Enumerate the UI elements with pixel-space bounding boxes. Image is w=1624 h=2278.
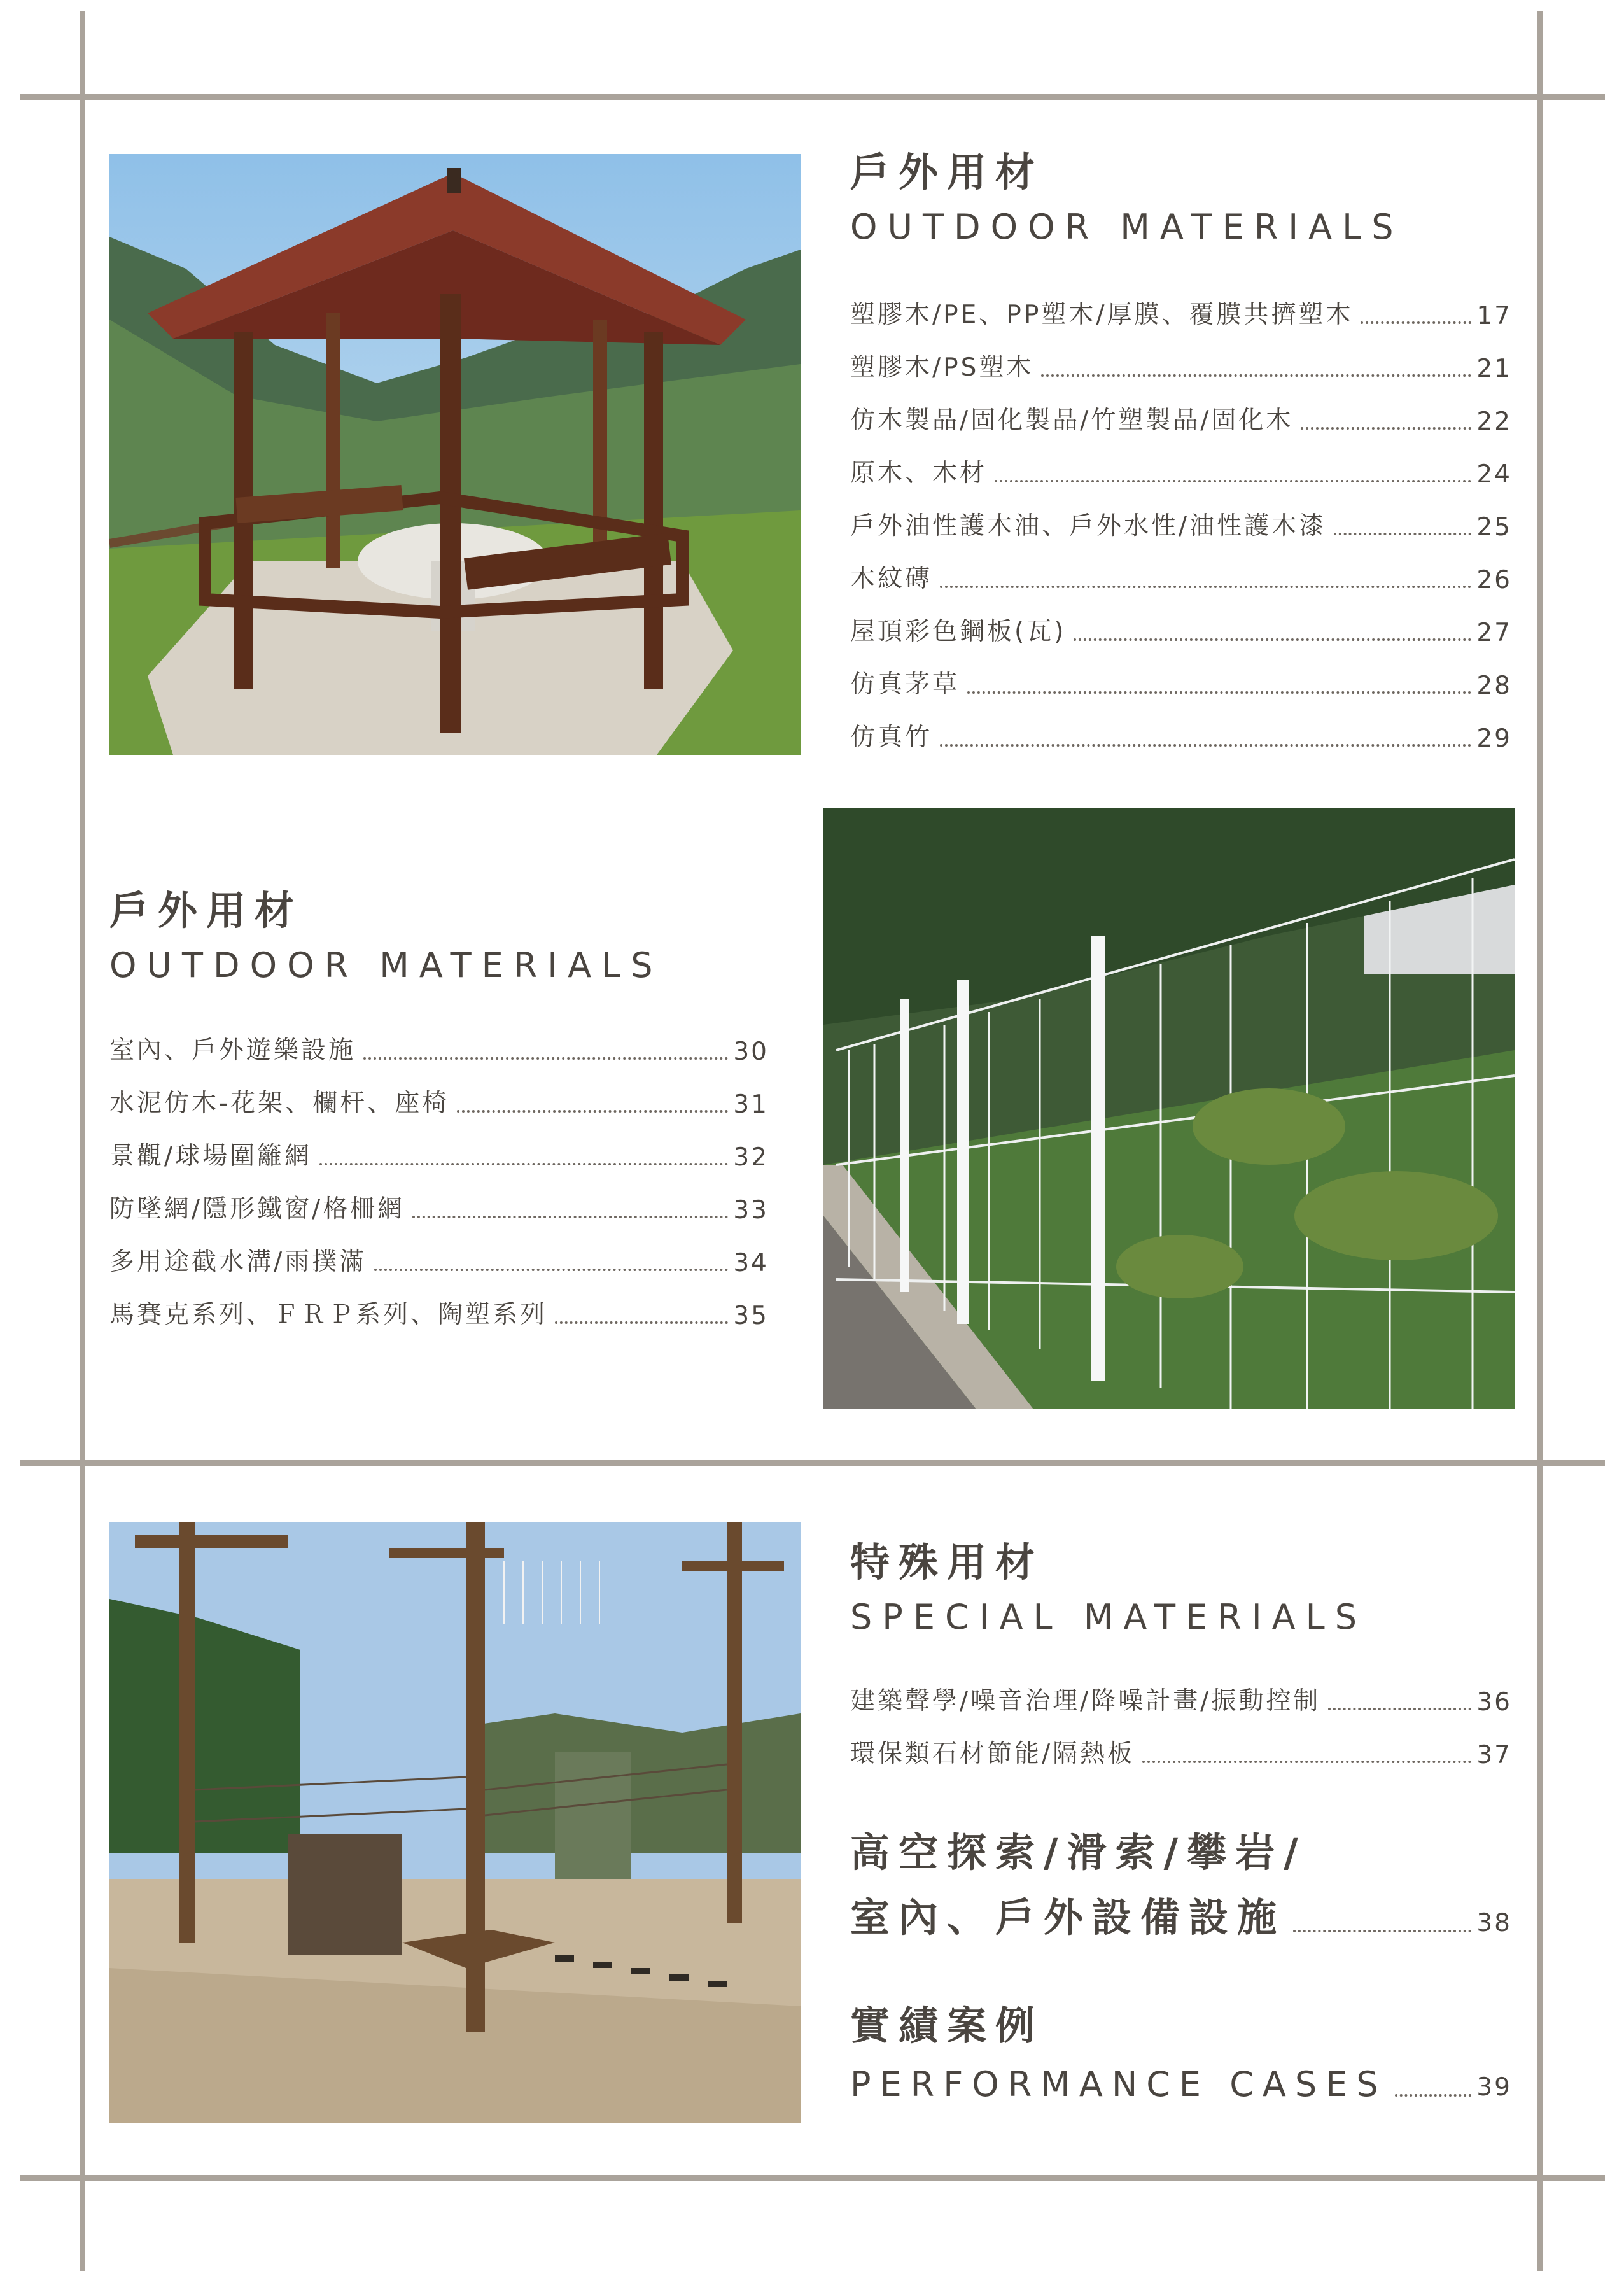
toc-entry-page: 17 xyxy=(1476,302,1512,330)
toc-entry-label: 仿木製品/固化製品/竹塑製品/固化木 xyxy=(850,406,1294,435)
toc-leader xyxy=(319,1163,728,1165)
toc-entry-page: 39 xyxy=(1476,2073,1512,2102)
special-materials-section xyxy=(850,1539,1512,1769)
toc-entry-page: 24 xyxy=(1476,460,1512,489)
frame-vertical-right xyxy=(1537,11,1543,2271)
toc-entry[interactable] xyxy=(850,647,1512,700)
cases-entry xyxy=(850,2064,1512,2104)
toc-entry[interactable] xyxy=(850,330,1512,383)
toc-list xyxy=(850,278,1512,753)
toc-entry-label: 室內、戶外遊樂設施 xyxy=(109,1036,356,1065)
ropes-course-photo xyxy=(109,1522,801,2123)
fence-photo xyxy=(823,808,1515,1409)
toc-leader xyxy=(1395,2094,1472,2097)
toc-leader xyxy=(412,1216,728,1218)
toc-entry-page: 30 xyxy=(733,1037,769,1066)
toc-entry-label: 塑膠木/PE、PP塑木/厚膜、覆膜共擠塑木 xyxy=(850,300,1354,329)
performance-cases-section[interactable] xyxy=(850,2002,1512,2104)
toc-leader xyxy=(1142,1761,1471,1763)
toc-entry[interactable] xyxy=(109,1119,769,1172)
toc-leader xyxy=(363,1057,728,1060)
frame-horizontal-bottom xyxy=(20,2175,1605,2181)
toc-leader xyxy=(1041,374,1471,377)
toc-entry-label: 屋頂彩色鋼板(瓦) xyxy=(850,617,1067,646)
toc-entry-label: 仿真竹 xyxy=(850,723,933,752)
toc-entry-label: 仿真茅草 xyxy=(850,670,960,699)
toc-entry[interactable] xyxy=(850,594,1512,647)
toc-list xyxy=(109,1013,769,1330)
toc-entry[interactable] xyxy=(109,1013,769,1066)
toc-leader xyxy=(1293,1930,1471,1932)
toc-leader xyxy=(967,691,1471,694)
toc-entry[interactable] xyxy=(850,489,1512,542)
section-title-en: OUTDOOR MATERIALS xyxy=(109,945,663,985)
section-title-en: SPECIAL MATERIALS xyxy=(850,1597,1367,1637)
toc-leader xyxy=(1301,427,1471,430)
toc-list xyxy=(850,1664,1512,1769)
toc-entry[interactable] xyxy=(850,700,1512,753)
toc-entry-label: 景觀/球場圍籬網 xyxy=(109,1142,312,1171)
adventure-entry xyxy=(850,1894,1512,1941)
toc-entry-page: 37 xyxy=(1476,1741,1512,1769)
toc-entry-page: 32 xyxy=(733,1143,769,1172)
toc-leader xyxy=(555,1321,728,1324)
toc-entry[interactable] xyxy=(850,542,1512,594)
toc-leader xyxy=(1361,321,1471,324)
cases-title-zh: 實績案例 xyxy=(850,2002,1044,2049)
frame-horizontal-middle xyxy=(20,1460,1605,1466)
toc-entry-label: 多用途截水溝/雨撲滿 xyxy=(109,1248,367,1276)
adventure-section[interactable] xyxy=(850,1829,1512,1941)
frame-vertical-left xyxy=(80,11,85,2271)
toc-entry-label: 原木、木材 xyxy=(850,459,988,488)
toc-entry[interactable] xyxy=(109,1225,769,1277)
toc-entry-page: 25 xyxy=(1476,513,1512,542)
toc-entry[interactable] xyxy=(109,1172,769,1225)
toc-leader xyxy=(995,480,1471,482)
toc-entry[interactable] xyxy=(850,278,1512,330)
toc-entry-page: 29 xyxy=(1476,724,1512,753)
toc-entry[interactable] xyxy=(850,1717,1512,1769)
toc-entry-page: 26 xyxy=(1476,566,1512,594)
toc-entry[interactable] xyxy=(109,1066,769,1119)
adventure-title-line-1: 高空探索/滑索/攀岩/ xyxy=(850,1829,1307,1876)
toc-entry-page: 21 xyxy=(1476,355,1512,383)
toc-entry[interactable] xyxy=(109,1277,769,1330)
toc-entry-label: 環保類石材節能/隔熱板 xyxy=(850,1740,1135,1768)
toc-entry-label: 木紋磚 xyxy=(850,565,933,593)
outdoor-materials-section-1 xyxy=(850,149,1512,753)
toc-entry-page: 35 xyxy=(733,1302,769,1330)
toc-leader xyxy=(940,744,1471,747)
toc-entry-label: 建築聲學/噪音治理/降噪計畫/振動控制 xyxy=(850,1687,1321,1715)
section-title-zh: 特殊用材 xyxy=(850,1539,1044,1585)
toc-entry[interactable] xyxy=(850,383,1512,436)
toc-entry-label: 馬賽克系列、ＦＲＰ系列、陶塑系列 xyxy=(109,1300,548,1329)
frame-horizontal-top xyxy=(20,94,1605,100)
section-title-zh: 戶外用材 xyxy=(109,887,304,934)
adventure-title-line-2: 室內、戶外設備設施 xyxy=(850,1894,1286,1941)
section-title-zh: 戶外用材 xyxy=(850,149,1044,195)
toc-entry-label: 防墜網/隱形鐵窗/格柵網 xyxy=(109,1195,405,1223)
toc-leader xyxy=(940,586,1471,588)
gazebo-photo xyxy=(109,154,801,755)
toc-entry[interactable] xyxy=(850,1664,1512,1717)
outdoor-materials-section-2 xyxy=(109,887,769,1330)
section-title-en: OUTDOOR MATERIALS xyxy=(850,207,1404,247)
toc-leader xyxy=(1328,1708,1471,1710)
toc-entry-label: 水泥仿木-花架、欄杆、座椅 xyxy=(109,1089,450,1118)
toc-leader xyxy=(374,1269,728,1271)
toc-leader xyxy=(457,1110,728,1113)
toc-entry[interactable] xyxy=(850,436,1512,489)
toc-entry-label: 戶外油性護木油、戶外水性/油性護木漆 xyxy=(850,512,1327,540)
toc-leader xyxy=(1334,533,1471,535)
toc-entry-page: 34 xyxy=(733,1249,769,1277)
toc-entry-page: 36 xyxy=(1476,1688,1512,1717)
toc-entry-label: 塑膠木/PS塑木 xyxy=(850,353,1034,382)
cases-title-en: PERFORMANCE CASES xyxy=(850,2064,1387,2104)
toc-entry-page: 31 xyxy=(733,1090,769,1119)
toc-leader xyxy=(1074,638,1471,641)
toc-entry-page: 22 xyxy=(1476,407,1512,436)
toc-entry-page: 38 xyxy=(1476,1909,1512,1937)
toc-entry-page: 27 xyxy=(1476,619,1512,647)
toc-entry-page: 28 xyxy=(1476,671,1512,700)
toc-entry-page: 33 xyxy=(733,1196,769,1225)
